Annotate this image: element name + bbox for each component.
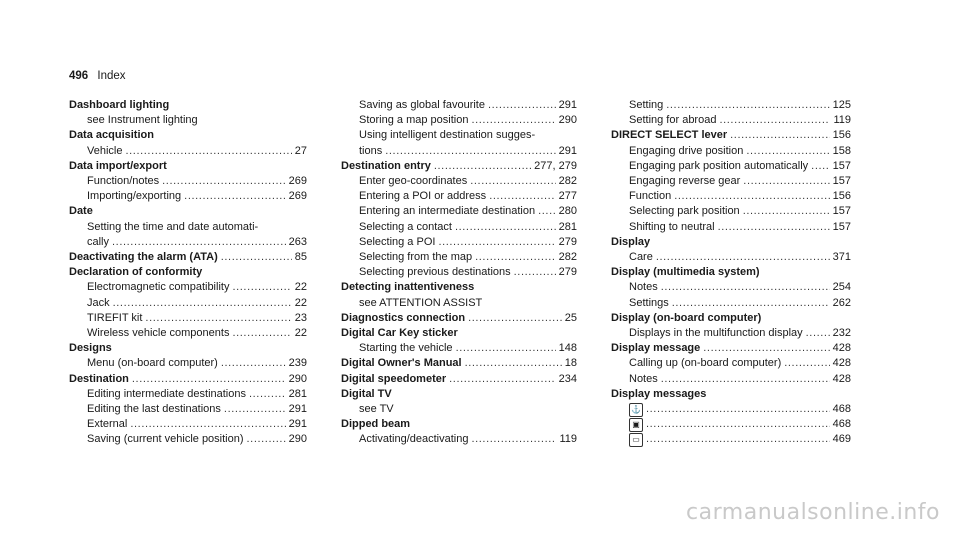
- index-subentry: [341, 174, 577, 189]
- leader-dots: [130, 417, 285, 432]
- entry-label: Destination: [69, 372, 129, 385]
- leader-dots: [672, 296, 830, 311]
- leader-dots: [385, 144, 555, 159]
- page-reference: 277, 279: [534, 159, 577, 172]
- leader-dots: [221, 356, 286, 371]
- index-subentry-text: Setting the time and date automati-: [87, 220, 259, 233]
- index-subentry: [611, 417, 851, 432]
- index-heading: Digital TV: [341, 387, 392, 400]
- entry-label: Importing/exporting: [87, 190, 182, 203]
- page-reference: 269: [288, 190, 307, 203]
- leader-dots: [221, 250, 292, 265]
- leader-dots: [666, 98, 829, 113]
- entry-label: Display message: [611, 342, 701, 355]
- index-subentry: [69, 356, 307, 371]
- index-subentry: [611, 159, 851, 174]
- page-reference: 254: [832, 281, 851, 294]
- index-heading-entry: [611, 128, 851, 143]
- entry-label: Saving (current vehicle position): [87, 433, 244, 446]
- entry-label: Selecting park position: [629, 205, 740, 218]
- index-subentry: [611, 189, 851, 204]
- page-reference: 157: [832, 159, 851, 172]
- index-heading: Data acquisition: [69, 129, 154, 142]
- leader-dots: [730, 128, 830, 143]
- leader-dots: [434, 159, 531, 174]
- index-subentry: [611, 250, 851, 265]
- index-subentry: [69, 417, 307, 432]
- index-subentry: [611, 113, 851, 128]
- page-reference: 282: [558, 251, 577, 264]
- car-side-icon: ▭: [629, 433, 643, 447]
- entry-label: DIRECT SELECT lever: [611, 129, 728, 142]
- leader-dots: [465, 356, 562, 371]
- leader-dots: [145, 311, 291, 326]
- entry-label: Deactivating the alarm (ATA): [69, 251, 218, 264]
- leader-dots: [468, 311, 562, 326]
- page-reference: 277: [558, 190, 577, 203]
- leader-dots: [703, 341, 829, 356]
- entry-label: Setting: [629, 99, 664, 111]
- car-front-icon: ▣: [629, 418, 643, 432]
- page-reference: 269: [288, 175, 307, 188]
- page-reference: 158: [832, 144, 851, 157]
- page-reference: 290: [288, 372, 307, 385]
- index-heading: Display (on-board computer): [611, 311, 762, 324]
- index-subentry-text: see Instrument lighting: [87, 114, 198, 127]
- index-subentry-text: see ATTENTION ASSIST: [359, 296, 483, 309]
- page-reference: 291: [558, 99, 577, 111]
- entry-label: Engaging reverse gear: [629, 175, 741, 188]
- page-reference: 281: [288, 387, 307, 400]
- page-reference: 290: [288, 433, 307, 446]
- index-heading-entry: [341, 159, 577, 174]
- entry-label: tions: [359, 144, 383, 157]
- index-subentry: [69, 144, 307, 159]
- index-subentry: [611, 174, 851, 189]
- leader-dots: [125, 144, 291, 159]
- page-reference: 291: [558, 144, 577, 157]
- page-reference: 239: [288, 357, 307, 370]
- index-subentry: [611, 98, 851, 113]
- index-heading: Display (multimedia system): [611, 266, 760, 279]
- index-subentry: [611, 402, 851, 417]
- entry-label: Editing intermediate destinations: [87, 387, 246, 400]
- leader-dots: [132, 372, 286, 387]
- leader-dots: [113, 296, 292, 311]
- page-reference: 280: [558, 205, 577, 218]
- index-subentry: [341, 265, 577, 280]
- leader-dots: [232, 326, 291, 341]
- page-reference: 232: [832, 327, 851, 340]
- leader-dots: [449, 372, 556, 387]
- leader-dots: [674, 189, 829, 204]
- leader-dots: [646, 417, 830, 432]
- index-subentry: [611, 144, 851, 159]
- entry-label: Starting the vehicle: [359, 342, 453, 355]
- entry-label: Selecting previous destinations: [359, 266, 511, 279]
- leader-dots: [806, 326, 830, 341]
- page-reference: 85: [294, 251, 307, 264]
- page-reference: 428: [832, 357, 851, 370]
- index-subentry: [69, 402, 307, 417]
- index-subentry: [341, 98, 577, 113]
- index-heading: Display: [611, 235, 651, 248]
- index-heading: Designs: [69, 342, 112, 355]
- index-heading: Dashboard lighting: [69, 99, 170, 111]
- entry-label: Jack: [87, 296, 110, 309]
- page-reference: 27: [294, 144, 307, 157]
- leader-dots: [811, 159, 829, 174]
- entry-label: Notes: [629, 372, 658, 385]
- entry-label: Enter geo-coordinates: [359, 175, 468, 188]
- entry-label: External: [87, 418, 128, 431]
- index-subentry: [341, 341, 577, 356]
- entry-label: Wireless vehicle components: [87, 327, 230, 340]
- leader-dots: [718, 220, 830, 235]
- page-reference: 279: [558, 266, 577, 279]
- index-subentry: [69, 235, 307, 250]
- index-subentry: [69, 326, 307, 341]
- entry-label: Settings: [629, 296, 669, 309]
- page-reference: 119: [559, 433, 577, 446]
- leader-dots: [438, 235, 555, 250]
- page-reference: 291: [288, 403, 307, 416]
- leader-dots: [746, 144, 829, 159]
- entry-label: Entering a POI or address: [359, 190, 487, 203]
- index-heading-entry: [611, 341, 851, 356]
- page-reference: 279: [558, 235, 577, 248]
- index-subentry-text: see TV: [359, 403, 394, 416]
- page-reference: 468: [832, 418, 851, 431]
- index-subentry: [341, 220, 577, 235]
- page-reference: 263: [288, 235, 307, 248]
- entry-label: Diagnostics connection: [341, 311, 466, 324]
- page-reference: 119: [833, 114, 851, 127]
- entry-label: Engaging park position automatically: [629, 159, 809, 172]
- page-number: 496: [69, 70, 89, 82]
- page-reference: 25: [564, 311, 577, 324]
- entry-label: Menu (on-board computer): [87, 357, 218, 370]
- leader-dots: [646, 402, 830, 417]
- index-column-1: [69, 98, 307, 448]
- index-subentry: [69, 174, 307, 189]
- index-heading-entry: [69, 372, 307, 387]
- leader-dots: [661, 280, 830, 295]
- page-reference: 157: [832, 205, 851, 218]
- entry-label: Selecting a POI: [359, 235, 436, 248]
- index-subentry: [69, 189, 307, 204]
- index-subentry: [69, 296, 307, 311]
- page-reference: 22: [294, 281, 307, 294]
- entry-label: Selecting a contact: [359, 220, 452, 233]
- leader-dots: [743, 174, 829, 189]
- leader-dots: [247, 432, 286, 447]
- watermark: carmanualsonline.info: [686, 500, 940, 525]
- page-header: [69, 70, 126, 82]
- page-reference: 156: [832, 190, 851, 203]
- entry-label: Selecting from the map: [359, 251, 473, 264]
- page-reference: 282: [558, 175, 577, 188]
- index-heading: Declaration of conformity: [69, 266, 203, 279]
- page-reference: 290: [558, 114, 577, 127]
- leader-dots: [471, 113, 555, 128]
- page-reference: 234: [558, 372, 577, 385]
- index-subentry: [611, 280, 851, 295]
- index-subentry: [611, 220, 851, 235]
- page-reference: 157: [832, 175, 851, 188]
- leader-dots: [489, 189, 555, 204]
- leader-dots: [538, 204, 556, 219]
- index-subentry: [341, 144, 577, 159]
- index-subentry: [611, 326, 851, 341]
- entry-label: Saving as global favourite: [359, 99, 485, 111]
- page-reference: 148: [558, 342, 577, 355]
- index-subentry: [341, 250, 577, 265]
- leader-dots: [656, 250, 830, 265]
- leader-dots: [455, 220, 556, 235]
- index-heading: Digital Car Key sticker: [341, 327, 458, 340]
- index-column-3: [611, 98, 851, 448]
- page-reference: 125: [832, 99, 851, 111]
- entry-label: Entering an intermediate destination: [359, 205, 536, 218]
- section-title: Index: [97, 70, 126, 82]
- index-heading-entry: [341, 356, 577, 371]
- page-reference: 371: [832, 251, 851, 264]
- index-subentry: [69, 387, 307, 402]
- leader-dots: [719, 113, 830, 128]
- entry-label: Engaging drive position: [629, 144, 744, 157]
- leader-dots: [646, 432, 830, 447]
- index-subentry-text: Using intelligent destination sugges-: [359, 129, 536, 142]
- index-subentry: [341, 432, 577, 447]
- entry-label: cally: [87, 235, 110, 248]
- entry-label: Storing a map position: [359, 114, 469, 127]
- entry-label: Displays in the multifunction display: [629, 327, 803, 340]
- leader-dots: [224, 402, 286, 417]
- index-subentry: [341, 204, 577, 219]
- entry-label: Calling up (on-board computer): [629, 357, 782, 370]
- seat-belt-icon: ⚓: [629, 403, 643, 417]
- index-heading-entry: [69, 250, 307, 265]
- page-reference: 469: [832, 433, 851, 446]
- page-reference: 157: [832, 220, 851, 233]
- index-subentry: [341, 113, 577, 128]
- entry-label: Notes: [629, 281, 658, 294]
- leader-dots: [743, 204, 830, 219]
- entry-label: TIREFIT kit: [87, 311, 143, 324]
- page-reference: 428: [832, 342, 851, 355]
- entry-label: Care: [629, 251, 653, 264]
- index-subentry: [611, 356, 851, 371]
- leader-dots: [488, 98, 556, 113]
- page-reference: 468: [832, 403, 851, 416]
- page-reference: 281: [558, 220, 577, 233]
- leader-dots: [112, 235, 286, 250]
- page-reference: 18: [564, 357, 577, 370]
- entry-label: Function/notes: [87, 175, 160, 188]
- leader-dots: [784, 356, 829, 371]
- leader-dots: [475, 250, 556, 265]
- leader-dots: [232, 280, 291, 295]
- entry-label: Editing the last destinations: [87, 403, 221, 416]
- index-subentry: [611, 204, 851, 219]
- leader-dots: [184, 189, 285, 204]
- index-subentry: [341, 189, 577, 204]
- index-subentry: [611, 372, 851, 387]
- leader-dots: [471, 432, 556, 447]
- entry-label: Shifting to neutral: [629, 220, 715, 233]
- leader-dots: [456, 341, 556, 356]
- index-subentry: [69, 280, 307, 295]
- leader-dots: [249, 387, 286, 402]
- entry-label: Setting for abroad: [629, 114, 717, 127]
- leader-dots: [162, 174, 285, 189]
- entry-label: Digital speedometer: [341, 372, 447, 385]
- entry-label: Electromagnetic compatibility: [87, 281, 230, 294]
- page-reference: 428: [832, 372, 851, 385]
- entry-label: Digital Owner's Manual: [341, 357, 462, 370]
- index-heading: Data import/export: [69, 159, 167, 172]
- page-reference: 22: [294, 327, 307, 340]
- index-subentry: [69, 311, 307, 326]
- index-column-2: [341, 98, 577, 448]
- leader-dots: [514, 265, 556, 280]
- index-subentry: [611, 432, 851, 447]
- page-reference: 291: [288, 418, 307, 431]
- index-heading: Date: [69, 205, 93, 218]
- index-heading: Dipped beam: [341, 418, 411, 431]
- entry-label: Vehicle: [87, 144, 123, 157]
- page-reference: 23: [294, 311, 307, 324]
- index-subentry: [69, 432, 307, 447]
- entry-label: Function: [629, 190, 672, 203]
- leader-dots: [661, 372, 830, 387]
- index-heading-entry: [341, 372, 577, 387]
- page-reference: 156: [832, 129, 851, 142]
- entry-label: Destination entry: [341, 159, 431, 172]
- index-subentry: [341, 235, 577, 250]
- index-heading: Detecting inattentiveness: [341, 281, 475, 294]
- entry-label: Activating/deactivating: [359, 433, 469, 446]
- index-subentry: [611, 296, 851, 311]
- index-heading-entry: [341, 311, 577, 326]
- leader-dots: [470, 174, 555, 189]
- index-heading: Display messages: [611, 387, 707, 400]
- page-reference: 22: [294, 296, 307, 309]
- page-reference: 262: [832, 296, 851, 309]
